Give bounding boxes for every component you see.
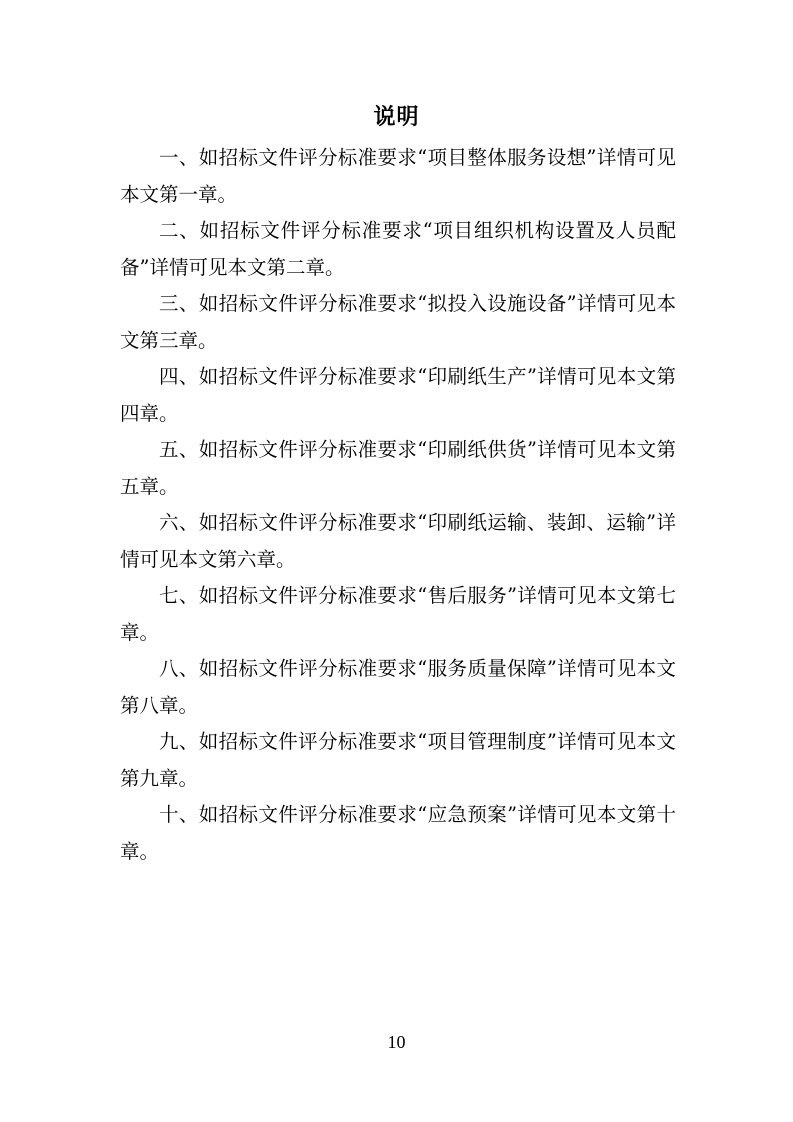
paragraph-9: 九、如招标文件评分标准要求“项目管理制度”详情可见本文第九章。	[120, 730, 676, 790]
paragraph-6: 六、如招标文件评分标准要求“印刷纸运输、装卸、运输”详情可见本文第六章。	[120, 511, 676, 571]
paragraph-5: 五、如招标文件评分标准要求“印刷纸供货”详情可见本文第五章。	[120, 438, 676, 498]
paragraph-4: 四、如招标文件评分标准要求“印刷纸生产”详情可见本文第四章。	[120, 365, 676, 425]
paragraph-1: 一、如招标文件评分标准要求“项目整体服务设想”详情可见本文第一章。	[120, 146, 676, 206]
paragraph-8: 八、如招标文件评分标准要求“服务质量保障”详情可见本文第八章。	[120, 657, 676, 717]
paragraph-3: 三、如招标文件评分标准要求“拟投入设施设备”详情可见本文第三章。	[120, 292, 676, 352]
page-title: 说明	[373, 104, 420, 130]
page-number: 10	[387, 1032, 406, 1052]
document-body	[120, 140, 676, 870]
paragraph-10: 十、如招标文件评分标准要求“应急预案”详情可见本文第十章。	[120, 803, 676, 863]
paragraph-7: 七、如招标文件评分标准要求“售后服务”详情可见本文第七章。	[120, 584, 676, 644]
paragraph-2: 二、如招标文件评分标准要求“项目组织机构设置及人员配备”详情可见本文第二章。	[120, 219, 676, 279]
